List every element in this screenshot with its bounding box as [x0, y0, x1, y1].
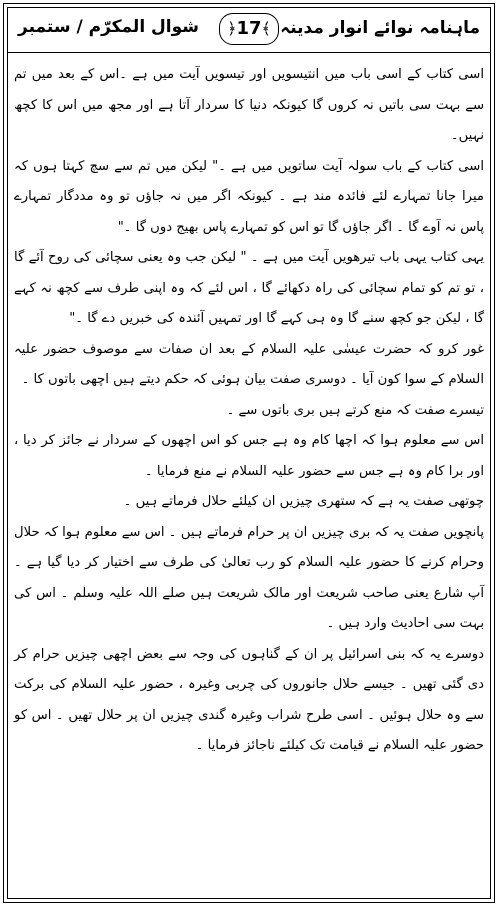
paragraph: پانچویں صفت یہ کہ بری چیزیں ان پر حرام فرماتے ہیں ۔ اس سے معلوم ہوا کہ حلال وحرام کرنے کا حضور علیہ السلام کو رب تعالیٰ کی طرف سے اختیار کر دیا گیا ہے ۔ آپ شارع یعنی صاحب شریعت اور مالک شریعت ہیں صلے اللہ علیہ وسلم ۔ اس کی بہت سی احادیث وارد ہیں ۔ — [14, 524, 484, 631]
magazine-page — [3, 3, 495, 903]
issue-month: شوال المکرّم / ستمبر — [18, 17, 200, 37]
page-number: 17 — [236, 18, 262, 39]
page-frame — [7, 7, 491, 899]
paragraph: غور کرو کہ حضرت عیسٰی علیہ السلام کے بعد ان صفات سے موصوف حضور علیہ السلام کے سوا کون آیا ۔ دوسری صفت بیان ہوئی کہ حکم دیتے ہیں اچھی باتوں کا ۔ — [14, 341, 484, 387]
paragraph: اسی کتاب کے اسی باب میں انتیسویں اور تیسویں آیت میں ہے ۔اس کے بعد میں تم سے بہت سی باتیں نہ کروں گا کیونکہ دنیا کا سردار آتا ہے اور مجھ میں اس کا کچھ نہیں۔ — [14, 67, 484, 143]
paragraph: اس سے معلوم ہوا کہ اچھا کام وہ ہے جس کو اس اچھوں کے سردار نے جائز کر دیا ، اور برا کام وہ ہے جس سے حضور علیہ السلام نے منع فرمایا ۔ — [14, 433, 484, 479]
paragraph: دوسرے یہ کہ بنی اسرائیل پر ان کے گناہوں کی وجہ سے بعض اچھی چیزیں حرام کر دی گئی تھیں ۔ جیسے حلال جانوروں کی چربی وغیرہ ، حضور علیہ السلام کی برکت سے وہ حلال ہوئیں ۔ اسی طرح شراب وغیرہ گندی چیزیں ان پر حلال تھیں ۔ اس کو حضور علیہ السلام نے قیامت تک کیلئے ناجائز فرمایا ۔ — [14, 646, 484, 753]
magazine-name: ماہنامہ نوائے انوار مدینہ — [280, 18, 480, 38]
paragraph: چوتھی صفت یہ ہے کہ ستھری چیزیں ان کیلئے حلال فرماتے ہیں ۔ — [123, 494, 484, 509]
paragraph: یہی کتاب یہی باب تیرھویں آیت میں ہے ۔ " لیکن جب وہ یعنی سچائی کی روح آئے گا ، تو تم کو تمام سچائی کی راہ دکھائے گا ، اس لئے کہ وہ اپنی طرف سے کچھ نہ کہے گا ، لیکن جو کچھ سنے گا وہ ہی کہے گا اور تمہیں آئندہ کی خبریں دے گا ۔" — [14, 250, 484, 326]
page-header — [8, 8, 490, 53]
page-number-badge — [219, 13, 279, 45]
page-number-brace: ﴾ — [261, 19, 271, 38]
paragraph: اسی کتاب کے باب سولہ آیت ساتویں میں ہے ۔" لیکن میں تم سے سچ کہتا ہوں کہ میرا جانا تمہارے لئے فائدہ مند ہے ۔ کیونکہ اگر میں نہ جاؤں تو وہ مددگار تمہارے پاس نہ آوے گا ۔ اگر جاؤں گا تو اس کو تمہارے پاس بھیج دوں گا ۔" — [14, 158, 484, 235]
page-number-brace: ﴿ — [227, 19, 237, 38]
paragraph: تیسرے صفت کہ منع کرتے ہیں بری باتوں سے ۔ — [226, 402, 484, 418]
article-body — [14, 60, 484, 894]
